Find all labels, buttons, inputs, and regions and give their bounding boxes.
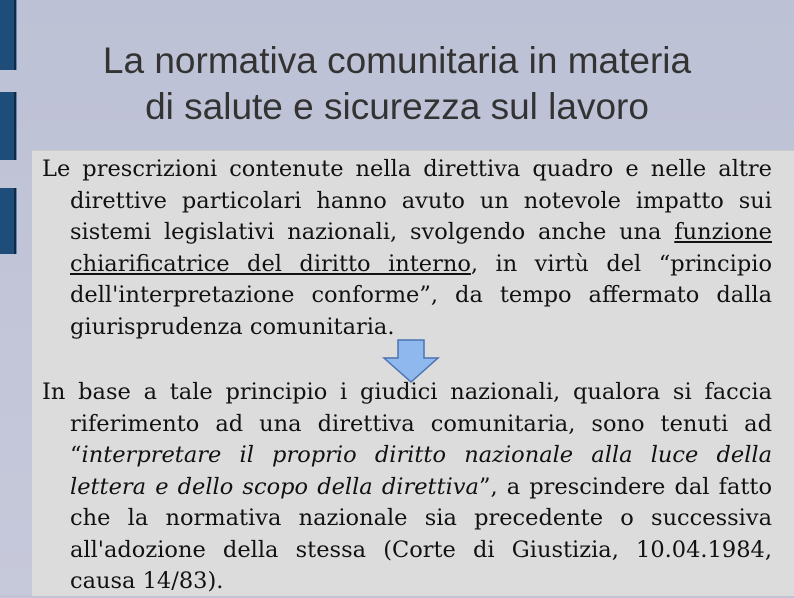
paragraph-2-text-a: In base a tale principio i giudici nazionali, qualora si faccia riferimento ad una direttiva comunitaria, sono tenuti ad “ <box>42 379 772 468</box>
paragraph-2-italic-quote: interpretare il proprio diritto nazionale alla luce della lettera e dello scopo della direttiva <box>70 442 772 500</box>
paragraph-1-text-b: , in virtù del “principio dell'interpretazione conforme”, da tempo affermato dalla giurisprudenza comunitaria. <box>70 250 772 340</box>
paragraph-1 <box>42 154 772 343</box>
slide-title-line-2: di salute e sicurezza sul lavoro <box>145 86 649 127</box>
decorative-bar-2 <box>0 92 16 160</box>
paragraph-1-underlined-text: funzione chiarificatrice del diritto interno <box>70 219 772 277</box>
paragraph-2 <box>42 377 772 598</box>
down-arrow-shape <box>384 340 438 382</box>
decorative-bar-3 <box>0 188 16 254</box>
decorative-bar-1 <box>0 0 16 70</box>
paragraph-1-text-a: Le prescrizioni contenute nella direttiva quadro e nelle altre direttive particolari hanno avuto un notevole impatto sui sistemi legislativi nazionali, svolgendo anche una <box>42 156 772 245</box>
slide-title-line-1: La normativa comunitaria in materia <box>102 40 692 81</box>
paragraph-2-text-b: ”, a prescindere dal fatto che la normativa nazionale sia precedente o successiva all'adozione della stessa (Corte di Giustizia, 10.04.1984, causa 14/83). <box>70 473 772 594</box>
slide-title <box>40 38 754 130</box>
